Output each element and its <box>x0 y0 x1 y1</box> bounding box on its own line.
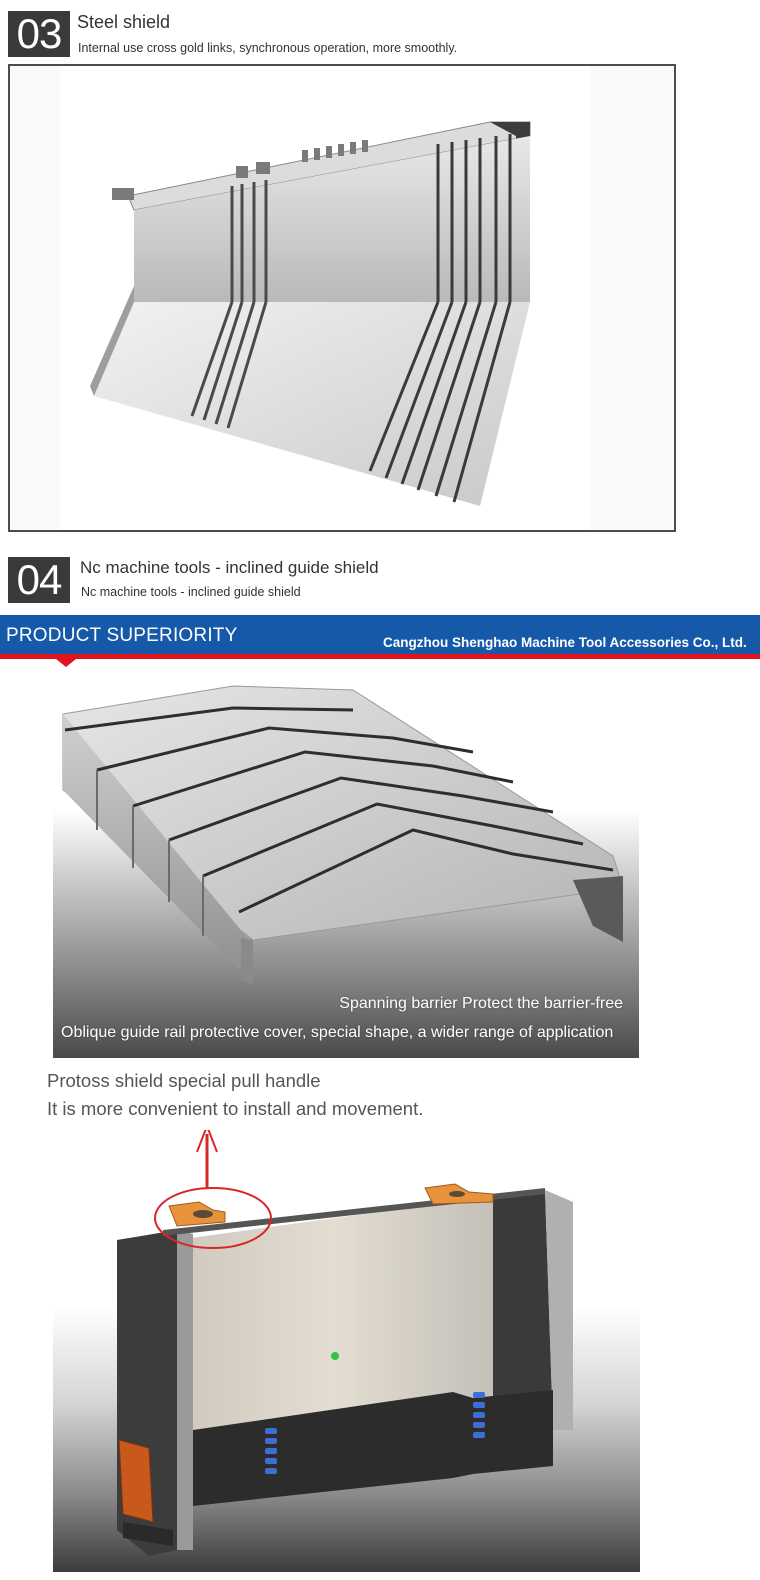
inclined-guide-shield-image <box>53 680 639 1058</box>
pull-handle-illustration <box>53 1130 640 1572</box>
steel-shield-illustration <box>10 66 674 530</box>
banner-pointer <box>56 659 76 667</box>
section-subtitle: Internal use cross gold links, synchronous operation, more smoothly. <box>78 41 458 55</box>
handle-note-line-2: It is more convenient to install and movement. <box>47 1098 424 1119</box>
pull-handle-shield-image <box>53 1130 640 1572</box>
product-superiority-banner <box>0 615 760 660</box>
caption-line-1: Spanning barrier Protect the barrier-free <box>339 995 623 1012</box>
banner-red-stripe <box>0 654 760 659</box>
handle-note-line-1: Protoss shield special pull handle <box>47 1070 321 1091</box>
section-title: Steel shield <box>77 12 171 32</box>
caption-line-2: Oblique guide rail protective cover, special shape, a wider range of application <box>61 1024 614 1041</box>
section-title: Nc machine tools - inclined guide shield <box>80 558 379 577</box>
banner-title: PRODUCT SUPERIORITY <box>6 625 238 646</box>
company-name: Cangzhou Shenghao Machine Tool Accessories Co., Ltd. <box>383 635 747 650</box>
section-number: 04 <box>8 557 70 603</box>
section-subtitle: Nc machine tools - inclined guide shield <box>81 585 301 599</box>
steel-shield-image <box>8 64 676 532</box>
section-number: 03 <box>8 11 70 57</box>
